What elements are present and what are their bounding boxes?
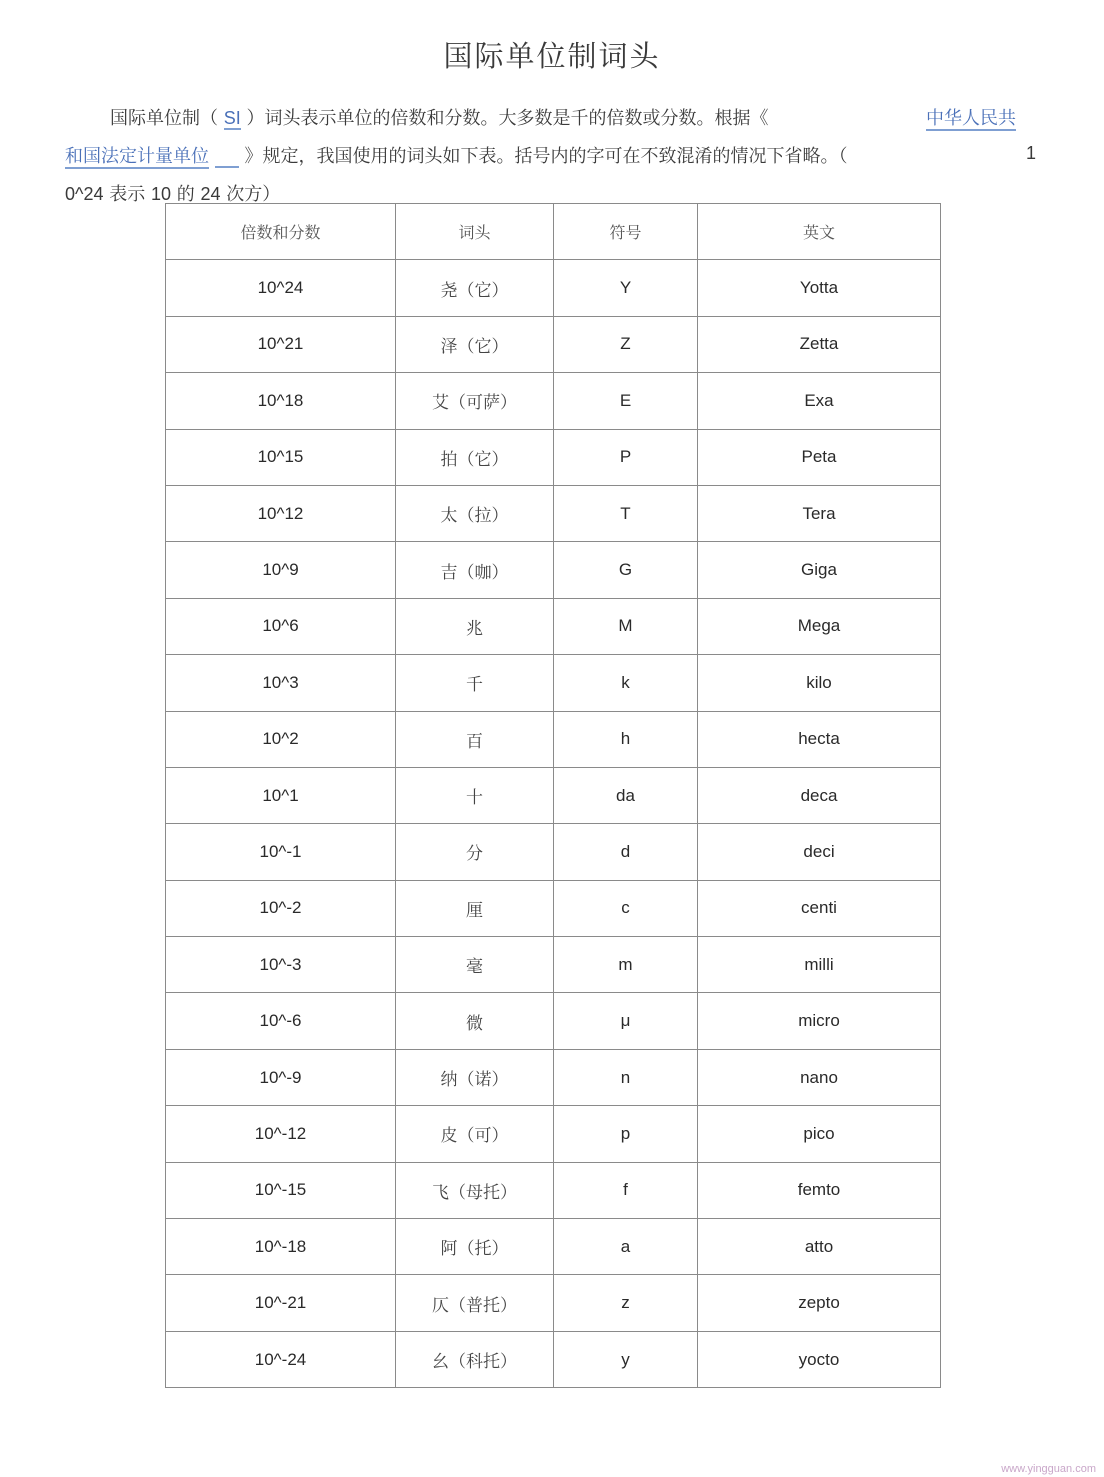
link-underline-gap (215, 148, 239, 168)
cell-prefix: 纳（诺） (396, 1049, 554, 1105)
table-row (166, 767, 941, 823)
intro-number: 0^24 (65, 184, 104, 204)
cell-english: deci (698, 824, 941, 880)
cell-prefix: 千 (396, 655, 554, 711)
cell-multiple: 10^9 (166, 542, 396, 598)
cell-prefix: 泽（它） (396, 316, 554, 372)
cell-multiple: 10^6 (166, 598, 396, 654)
table-row (166, 485, 941, 541)
cell-multiple: 10^-24 (166, 1331, 396, 1387)
table-row (166, 824, 941, 880)
cell-symbol: G (554, 542, 698, 598)
table-row (166, 655, 941, 711)
cell-english: hecta (698, 711, 941, 767)
intro-number: 10 (150, 184, 171, 204)
table-header-row (166, 204, 941, 260)
cell-multiple: 10^18 (166, 373, 396, 429)
cell-symbol: f (554, 1162, 698, 1218)
cell-symbol: p (554, 1106, 698, 1162)
cell-prefix: 太（拉） (396, 485, 554, 541)
cell-multiple: 10^-3 (166, 937, 396, 993)
header-prefix: 词头 (396, 204, 554, 260)
cell-symbol: P (554, 429, 698, 485)
cell-symbol: μ (554, 993, 698, 1049)
cell-english: Yotta (698, 260, 941, 316)
header-multiple: 倍数和分数 (166, 204, 396, 260)
cell-prefix: 分 (396, 824, 554, 880)
cell-prefix: 阿（托） (396, 1219, 554, 1275)
cell-prefix: 百 (396, 711, 554, 767)
cell-english: Exa (698, 373, 941, 429)
table-row (166, 937, 941, 993)
cell-prefix: 仄（普托） (396, 1275, 554, 1331)
cell-symbol: h (554, 711, 698, 767)
table-row (166, 880, 941, 936)
intro-text: 国际单位制（ (110, 108, 218, 129)
table-row (166, 1275, 941, 1331)
cell-english: Mega (698, 598, 941, 654)
cell-symbol: c (554, 880, 698, 936)
cell-prefix: 艾（可萨） (396, 373, 554, 429)
cell-english: zepto (698, 1275, 941, 1331)
cell-english: Giga (698, 542, 941, 598)
table-row (166, 316, 941, 372)
cell-symbol: d (554, 824, 698, 880)
cell-symbol: a (554, 1219, 698, 1275)
cell-symbol: T (554, 485, 698, 541)
intro-line-2 (65, 142, 847, 168)
cell-symbol: k (554, 655, 698, 711)
cell-prefix: 毫 (396, 937, 554, 993)
cell-prefix: 皮（可） (396, 1106, 554, 1162)
table-row (166, 542, 941, 598)
cell-symbol: z (554, 1275, 698, 1331)
cell-english: nano (698, 1049, 941, 1105)
cell-symbol: Z (554, 316, 698, 372)
law-link-part-1-wrap (926, 104, 1016, 130)
cell-symbol: da (554, 767, 698, 823)
cell-multiple: 10^-18 (166, 1219, 396, 1275)
table-row (166, 429, 941, 485)
cell-multiple: 10^-6 (166, 993, 396, 1049)
cell-symbol: M (554, 598, 698, 654)
cell-multiple: 10^15 (166, 429, 396, 485)
intro-text: 表示 (109, 184, 146, 205)
table-row (166, 1331, 941, 1387)
cell-multiple: 10^12 (166, 485, 396, 541)
law-link-part-1[interactable]: 中华人民共 (926, 108, 1016, 129)
table-row (166, 260, 941, 316)
intro-text: 次方） (226, 184, 281, 205)
cell-english: Tera (698, 485, 941, 541)
cell-prefix: 十 (396, 767, 554, 823)
law-link-part-2[interactable]: 和国法定计量单位 (65, 146, 209, 167)
header-symbol: 符号 (554, 204, 698, 260)
cell-symbol: Y (554, 260, 698, 316)
si-link[interactable]: SI (223, 108, 241, 128)
cell-prefix: 拍（它） (396, 429, 554, 485)
cell-prefix: 厘 (396, 880, 554, 936)
cell-english: pico (698, 1106, 941, 1162)
cell-multiple: 10^1 (166, 767, 396, 823)
cell-multiple: 10^-12 (166, 1106, 396, 1162)
cell-symbol: E (554, 373, 698, 429)
cell-english: milli (698, 937, 941, 993)
cell-multiple: 10^-2 (166, 880, 396, 936)
cell-english: centi (698, 880, 941, 936)
cell-english: deca (698, 767, 941, 823)
cell-multiple: 10^-9 (166, 1049, 396, 1105)
intro-text: ）词头表示单位的倍数和分数。大多数是千的倍数或分数。根据《 (246, 108, 769, 129)
cell-multiple: 10^3 (166, 655, 396, 711)
intro-line-1 (110, 104, 768, 130)
table-row (166, 993, 941, 1049)
cell-prefix: 微 (396, 993, 554, 1049)
cell-prefix: 兆 (396, 598, 554, 654)
table-row (166, 373, 941, 429)
cell-multiple: 10^21 (166, 316, 396, 372)
intro-line-2-end: 1 (1026, 143, 1037, 163)
cell-multiple: 10^-15 (166, 1162, 396, 1218)
cell-english: femto (698, 1162, 941, 1218)
table-row (166, 1106, 941, 1162)
cell-symbol: m (554, 937, 698, 993)
cell-multiple: 10^-1 (166, 824, 396, 880)
intro-number: 24 (200, 184, 221, 204)
cell-english: yocto (698, 1331, 941, 1387)
table-row (166, 1162, 941, 1218)
intro-text: 》规定，我国使用的词头如下表。括号内的字可在不致混淆的情况下省略。（ (244, 146, 848, 167)
page-title: 国际单位制词头 (443, 39, 661, 73)
cell-english: atto (698, 1219, 941, 1275)
cell-english: Peta (698, 429, 941, 485)
cell-symbol: y (554, 1331, 698, 1387)
watermark: www.yingguan.com (1001, 1463, 1096, 1475)
header-english: 英文 (698, 204, 941, 260)
cell-english: Zetta (698, 316, 941, 372)
table-row (166, 1219, 941, 1275)
cell-prefix: 飞（母托） (396, 1162, 554, 1218)
cell-multiple: 10^-21 (166, 1275, 396, 1331)
cell-symbol: n (554, 1049, 698, 1105)
cell-multiple: 10^2 (166, 711, 396, 767)
si-prefix-table (165, 203, 941, 1388)
cell-prefix: 吉（咖） (396, 542, 554, 598)
table-row (166, 598, 941, 654)
cell-prefix: 尧（它） (396, 260, 554, 316)
cell-multiple: 10^24 (166, 260, 396, 316)
cell-english: micro (698, 993, 941, 1049)
table-row (166, 1049, 941, 1105)
cell-prefix: 幺（科托） (396, 1331, 554, 1387)
intro-text: 的 (176, 184, 195, 205)
cell-english: kilo (698, 655, 941, 711)
table-row (166, 711, 941, 767)
